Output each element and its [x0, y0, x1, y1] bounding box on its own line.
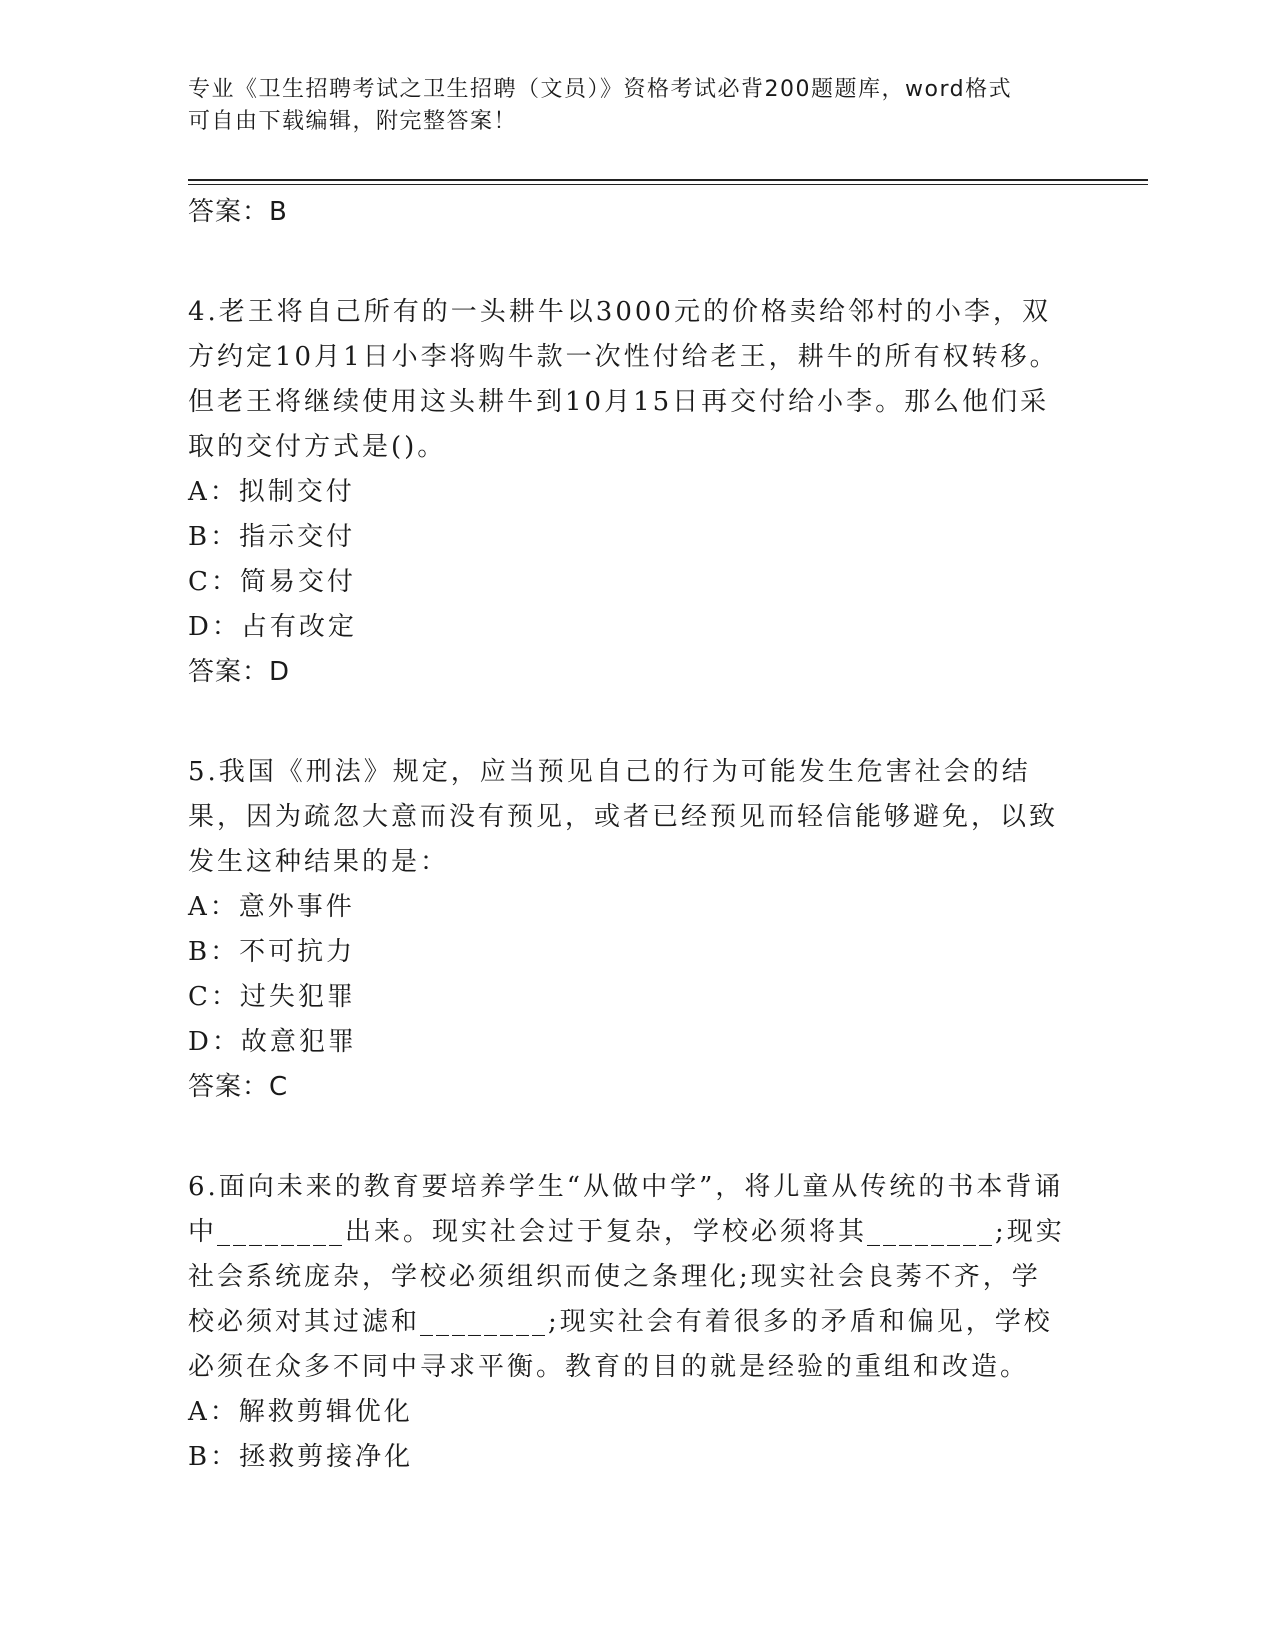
- option-b: B：不可抗力: [188, 937, 356, 967]
- header-title-line-2: 可自由下载编辑，附完整答案！: [188, 109, 518, 134]
- option-b: B：拯救剪接净化: [188, 1442, 414, 1472]
- option-d: D：故意犯罪: [188, 1027, 357, 1057]
- option-a: A：解救剪辑优化: [188, 1397, 413, 1427]
- option-c: C：过失犯罪: [188, 982, 356, 1012]
- spacer: [188, 694, 1068, 750]
- option-b: B：指示交付: [188, 522, 356, 552]
- header-divider-thick: [188, 179, 1148, 181]
- question-text: 6.面向未来的教育要培养学生“从做中学”，将儿童从传统的书本背诵中________出来。现实社会过于复杂，学校必须将其________;现实社会系统庞杂，学校必须组织而使之条理化;现实社会良莠不齐，学校必须对其过滤和________;现实社会有着很多的矛盾和偏见，学校必须在众多不同中寻求平衡。教育的目的就是经验的重组和改造。: [188, 1172, 1065, 1382]
- spacer: [188, 234, 1068, 290]
- option-a: A：拟制交付: [188, 477, 355, 507]
- header-divider-thin: [188, 184, 1148, 185]
- spacer: [188, 1109, 1068, 1165]
- previous-answer: 答案：B: [188, 197, 288, 227]
- page-header: [188, 74, 1068, 138]
- header-title-line-1: 专业《卫生招聘考试之卫生招聘（文员）》资格考试必背200题题库，word格式: [188, 77, 1013, 102]
- option-d: D：占有改定: [188, 612, 357, 642]
- question-text: 5.我国《刑法》规定，应当预见自己的行为可能发生危害社会的结果，因为疏忽大意而没有预见，或者已经预见而轻信能够避免，以致发生这种结果的是：: [188, 757, 1059, 877]
- option-c: C：简易交付: [188, 567, 356, 597]
- question-4: [188, 290, 1068, 694]
- question-6: [188, 1165, 1068, 1480]
- question-5: [188, 750, 1068, 1109]
- answer: 答案：D: [188, 657, 291, 687]
- question-text: 4.老王将自己所有的一头耕牛以3000元的价格卖给邻村的小李，双方约定10月1日小李将购牛款一次性付给老王，耕牛的所有权转移。但老王将继续使用这头耕牛到10月15日再交付给小李。那么他们采取的交付方式是()。: [188, 297, 1059, 462]
- option-a: A：意外事件: [188, 892, 355, 922]
- question-list: [188, 190, 1068, 1480]
- answer: 答案：C: [188, 1072, 289, 1102]
